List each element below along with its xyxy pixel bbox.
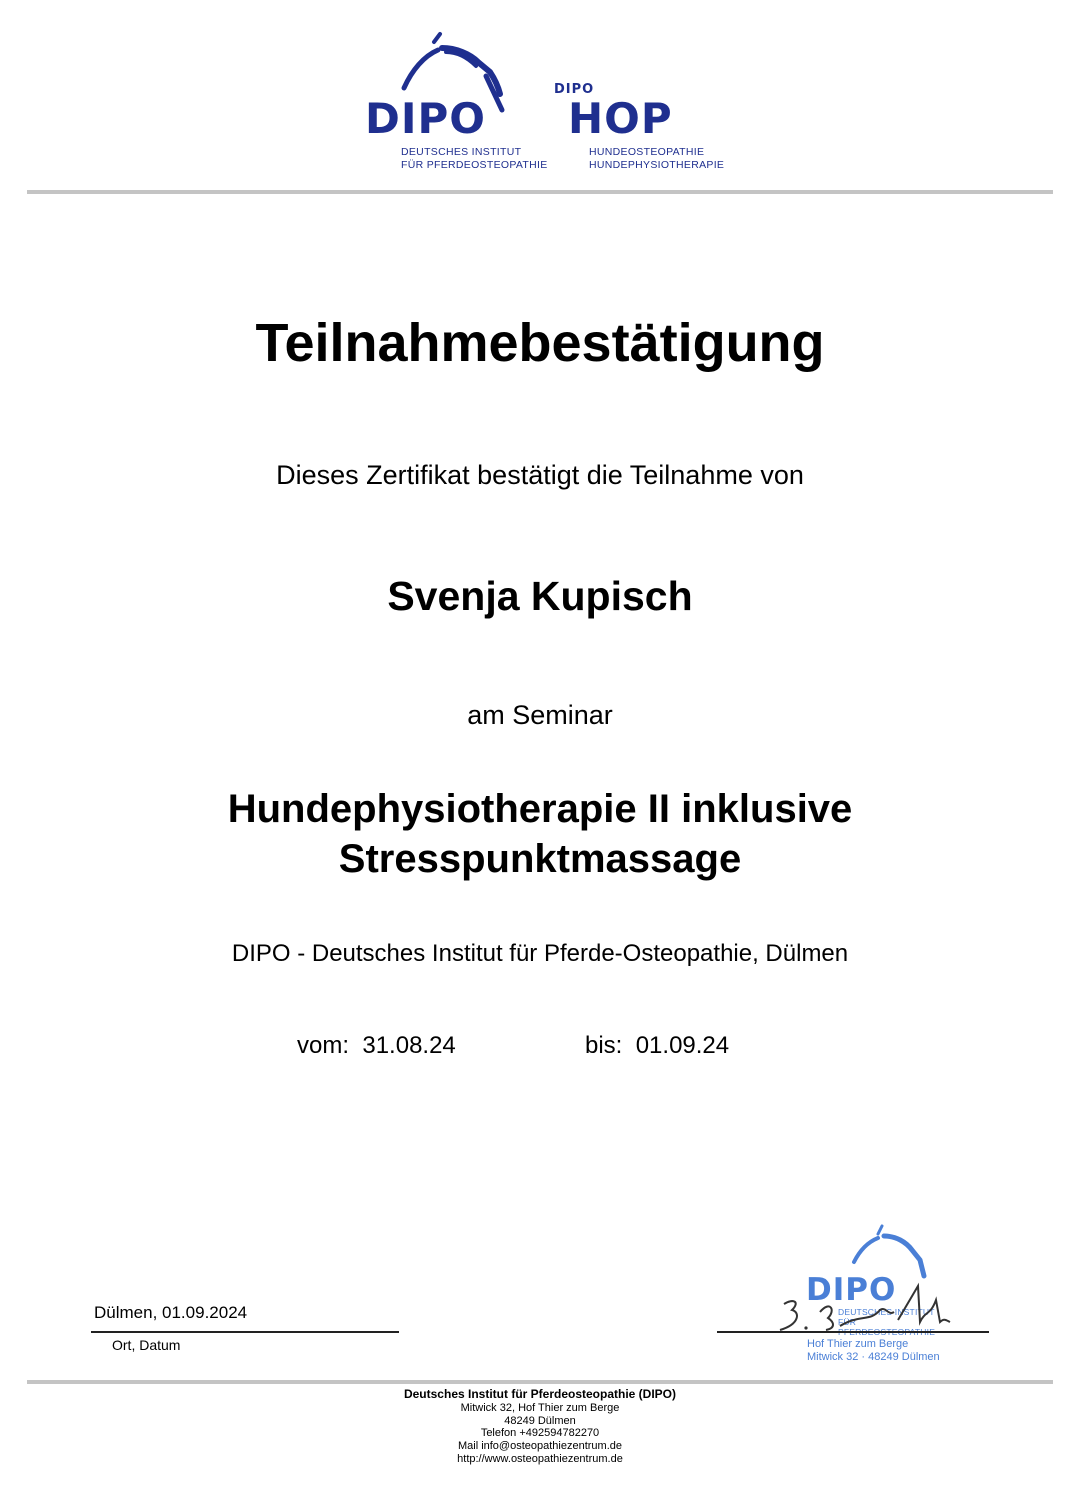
seminar-title-line2: Stresspunktmassage [338,837,742,881]
signature-line [717,1331,989,1333]
from-date [297,1030,456,1062]
footer-org: Deutsches Institut für Pferdeosteopathie (DIPO) [403,1387,677,1401]
seminar-prefix: am Seminar [467,700,613,730]
participant-name: Svenja Kupisch [387,573,693,619]
seminar-title [0,784,1080,884]
certificate-intro: Dieses Zertifikat bestätigt die Teilnahme von [276,460,804,490]
stamp-address-line2: Mitwick 32 · 48249 Dülmen [807,1351,940,1363]
footer-city: 48249 Dülmen [504,1414,576,1427]
stamp-subtitle: DEUTSCHES INSTITUT FÜR [838,1307,935,1327]
stamp-address-line1: Hof Thier zum Berge [807,1338,909,1350]
handwritten-signature [770,1270,960,1336]
certificate-title: Teilnahmebestätigung [255,313,825,373]
hop-logo-sub1: HUNDEOSTEOPATHIE [589,146,705,158]
stamp-word: DIPO [806,1272,897,1308]
dipo-logo-sub1: DEUTSCHES INSTITUT [401,146,522,158]
place-date: Dülmen, 01.09.2024 [94,1303,248,1322]
to-value: 01.09.24 [635,1032,730,1059]
place-date-label: Ort, Datum [112,1337,181,1353]
from-label: vom: [297,1032,350,1059]
footer [0,1387,1080,1466]
footer-street: Mitwick 32, Hof Thier zum Berge [460,1402,620,1414]
hop-logo-sub2: HUNDEPHYSIOTHERAPIE [589,159,725,171]
footer-web: http://www.osteopathiezentrum.de [457,1452,623,1465]
dipo-logo-sub2: FÜR PFERDEOSTEOPATHIE [401,159,548,171]
hop-logo-subtitle [589,146,724,172]
to-date [585,1030,729,1062]
to-label: bis: [585,1032,623,1059]
dipo-logo-word: DIPO [365,94,486,143]
footer-mail: Mail info@osteopathiezentrum.de [457,1440,623,1453]
place-date-line [91,1331,399,1333]
footer-divider [27,1380,1053,1384]
header-divider [27,190,1053,194]
institute-line: DIPO - Deutsches Institut für Pferde-Osteopathie, Dülmen [231,940,849,967]
hop-logo-word: HOP [568,94,673,143]
footer-phone: Telefon +492594782270 [480,1427,600,1440]
stamp-address [807,1338,940,1364]
dipo-logo-subtitle [401,146,548,172]
seminar-title-line1: Hundephysiotherapie II inklusive [227,787,853,831]
from-value: 31.08.24 [362,1032,456,1059]
hop-logo-small: DIPO [554,82,595,97]
